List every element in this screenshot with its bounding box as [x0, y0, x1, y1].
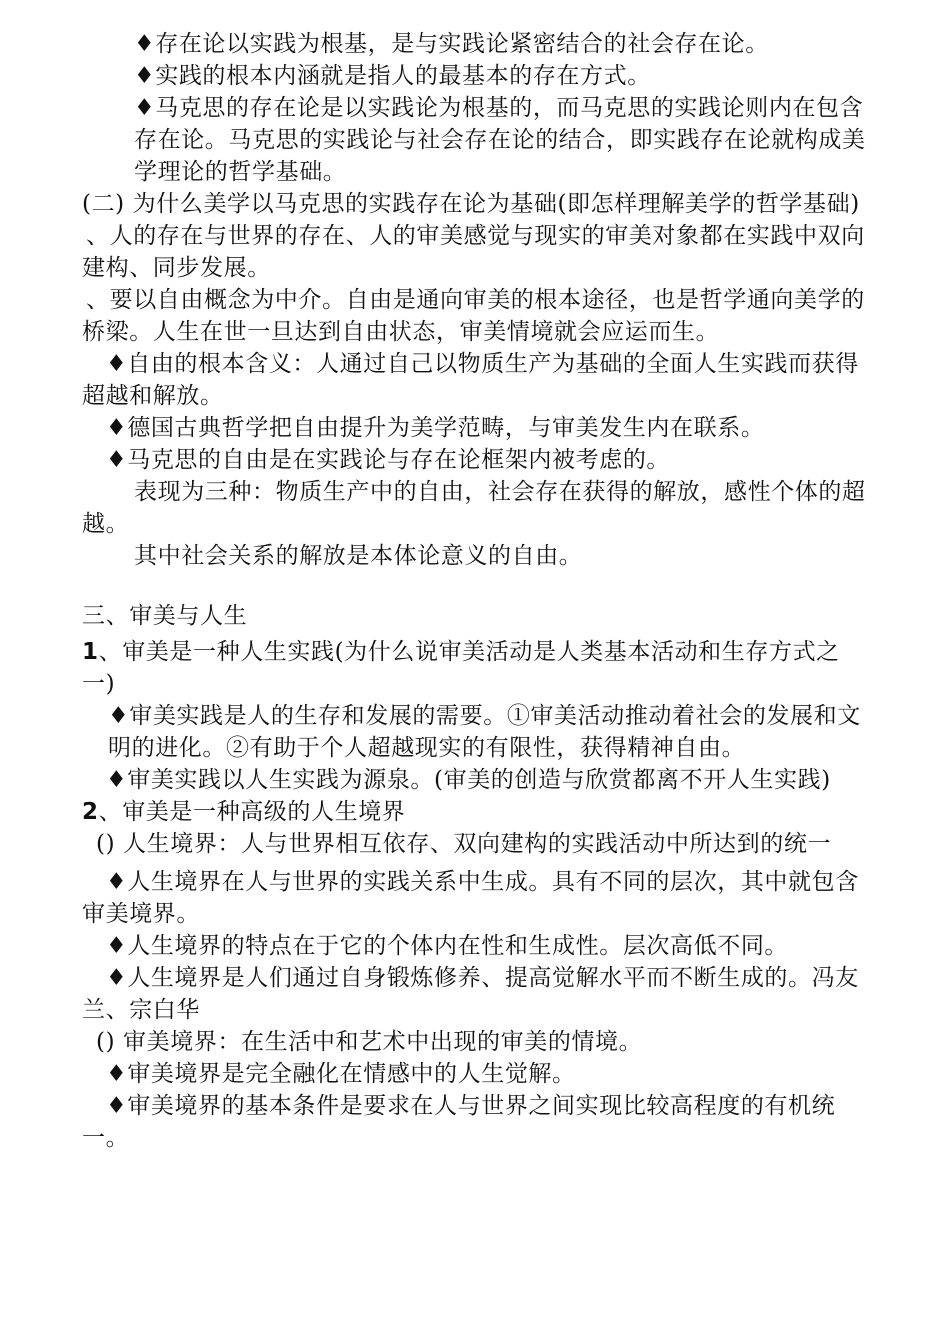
heading-text: 、审美是一种人生实践(为什么说审美活动是人类基本活动和生存方式之一)	[82, 639, 840, 697]
bullet-paragraph: ♦自由的根本含义：人通过自己以物质生产为基础的全面人生实践而获得超越和解放。	[82, 351, 859, 409]
paragraph: () 人生境界：人与世界相互依存、双向建构的实践活动中所达到的统一	[96, 831, 832, 857]
bullet-paragraph: ♦马克思的存在论是以实践论为根基的，而马克思的实践论则内在包含存在论。马克思的实践论与社会存在论的结合，即实践存在论就构成美学理论的哲学基础。	[134, 95, 866, 185]
bullet-paragraph: ♦马克思的自由是在实践论与存在论框架内被考虑的。	[106, 447, 671, 473]
section-heading: (二) 为什么美学以马克思的实践存在论为基础(即怎样理解美学的哲学基础)	[82, 191, 860, 217]
heading-text: 、审美是一种高级的人生境界	[98, 799, 406, 825]
bullet-paragraph: ♦审美境界的基本条件是要求在人与世界之间实现比较高程度的有机统一。	[82, 1093, 836, 1151]
bullet-paragraph: ♦人生境界在人与世界的实践关系中生成。具有不同的层次，其中就包含审美境界。	[82, 869, 859, 927]
bullet-paragraph: ♦审美境界是完全融化在情感中的人生觉解。	[106, 1061, 576, 1087]
bullet-paragraph: ♦德国古典哲学把自由提升为美学范畴，与审美发生内在联系。	[106, 415, 765, 441]
numbered-heading	[82, 796, 868, 828]
numbered-heading	[82, 636, 868, 700]
section-heading: 三、审美与人生	[82, 603, 248, 629]
paragraph: 、要以自由概念为中介。自由是通向审美的根本途径，也是哲学通向美学的桥梁。人生在世一旦达到自由状态，审美情境就会应运而生。	[82, 287, 865, 345]
bullet-paragraph: ♦人生境界的特点在于它的个体内在性和生成性。层次高低不同。	[106, 933, 789, 959]
paragraph: 表现为三种：物质生产中的自由，社会存在获得的解放，感性个体的超越。	[82, 479, 866, 537]
heading-number: 2	[82, 799, 99, 825]
spacer	[82, 572, 868, 600]
heading-number: 1	[82, 639, 99, 665]
paragraph: 、人的存在与世界的存在、人的审美感觉与现实的审美对象都在实践中双向建构、同步发展。	[82, 223, 865, 281]
bullet-paragraph: ♦人生境界是人们通过自身锻炼修养、提高觉解水平而不断生成的。冯友兰、宗白华	[82, 965, 859, 1023]
bullet-list-ontology	[82, 28, 868, 188]
bullet-paragraph: ♦审美实践以人生实践为源泉。(审美的创造与欣赏都离不开人生实践)	[106, 767, 831, 793]
bullet-paragraph: ♦审美实践是人的生存和发展的需要。①审美活动推动着社会的发展和文明的进化。②有助于个人超越现实的有限性，获得精神自由。	[108, 703, 861, 761]
paragraph: 其中社会关系的解放是本体论意义的自由。	[134, 543, 583, 569]
paragraph: () 审美境界：在生活中和艺术中出现的审美的情境。	[96, 1029, 643, 1055]
bullet-paragraph: ♦存在论以实践为根基，是与实践论紧密结合的社会存在论。	[134, 31, 769, 57]
bullet-paragraph: ♦实践的根本内涵就是指人的最基本的存在方式。	[134, 63, 651, 89]
document-page	[82, 28, 868, 1154]
